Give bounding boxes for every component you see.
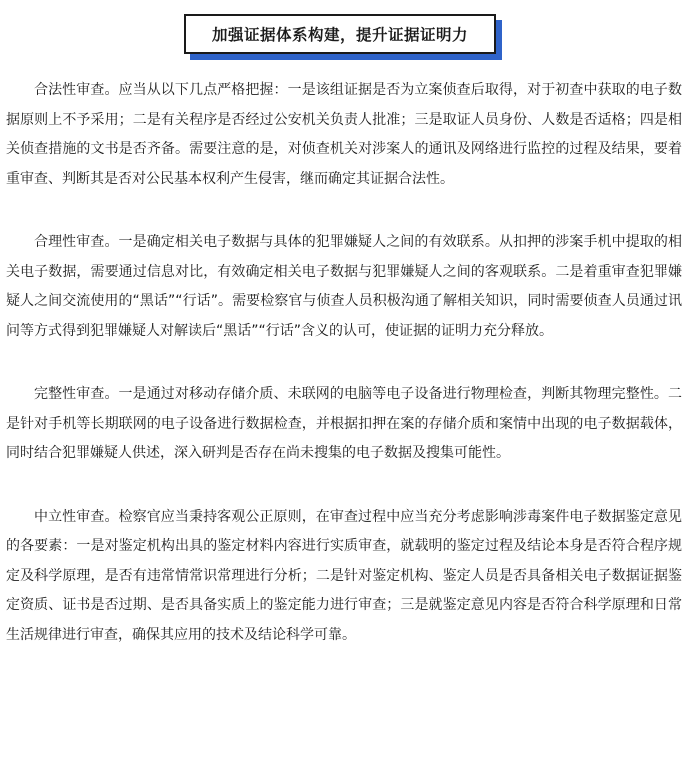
article-body	[0, 76, 686, 684]
title-banner	[184, 14, 502, 60]
page-title: 加强证据体系构建，提升证据证明力	[184, 14, 496, 54]
paragraph-legality: 合法性审查。应当从以下几点严格把握：一是该组证据是否为立案侦查后取得，对于初查中获取的电子数据原则上不予采用；二是有关程序是否经过公安机关负责人批准；三是取证人员身份、人数是否适格；四是相关侦查措施的文书是否齐备。需要注意的是，对侦查机关对涉案人的通讯及网络进行监控的过程及结果，要着重审查、判断其是否对公民基本权利产生侵害，继而确定其证据合法性。	[6, 82, 682, 187]
paragraph-rationality: 合理性审查。一是确定相关电子数据与具体的犯罪嫌疑人之间的有效联系。从扣押的涉案手机中提取的相关电子数据，需要通过信息对比，有效确定相关电子数据与犯罪嫌疑人之间的客观联系。二是着重审查犯罪嫌疑人之间交流使用的“黑话”“行话”。需要检察官与侦查人员积极沟通了解相关知识，同时需要侦查人员通过讯问等方式得到犯罪嫌疑人对解读后“黑话”“行话”含义的认可，使证据的证明力充分释放。	[6, 234, 682, 339]
paragraph-neutrality: 中立性审查。检察官应当秉持客观公正原则，在审查过程中应当充分考虑影响涉毒案件电子数据鉴定意见的各要素：一是对鉴定机构出具的鉴定材料内容进行实质审查，就载明的鉴定过程及结论本身是否符合程序规定及科学原理，是否有违常情常识常理进行分析；二是针对鉴定机构、鉴定人员是否具备相关电子数据证据鉴定资质、证书是否过期、是否具备实质上的鉴定能力进行审查；三是就鉴定意见内容是否符合科学原理和日常生活规律进行审查，确保其应用的技术及结论科学可靠。	[6, 508, 682, 643]
paragraph-integrity: 完整性审查。一是通过对移动存储介质、未联网的电脑等电子设备进行物理检查，判断其物理完整性。二是针对手机等长期联网的电子设备进行数据检查，并根据扣押在案的存储介质和案情中出现的电子数据载体，同时结合犯罪嫌疑人供述，深入研判是否存在尚未搜集的电子数据及搜集可能性。	[6, 386, 682, 461]
